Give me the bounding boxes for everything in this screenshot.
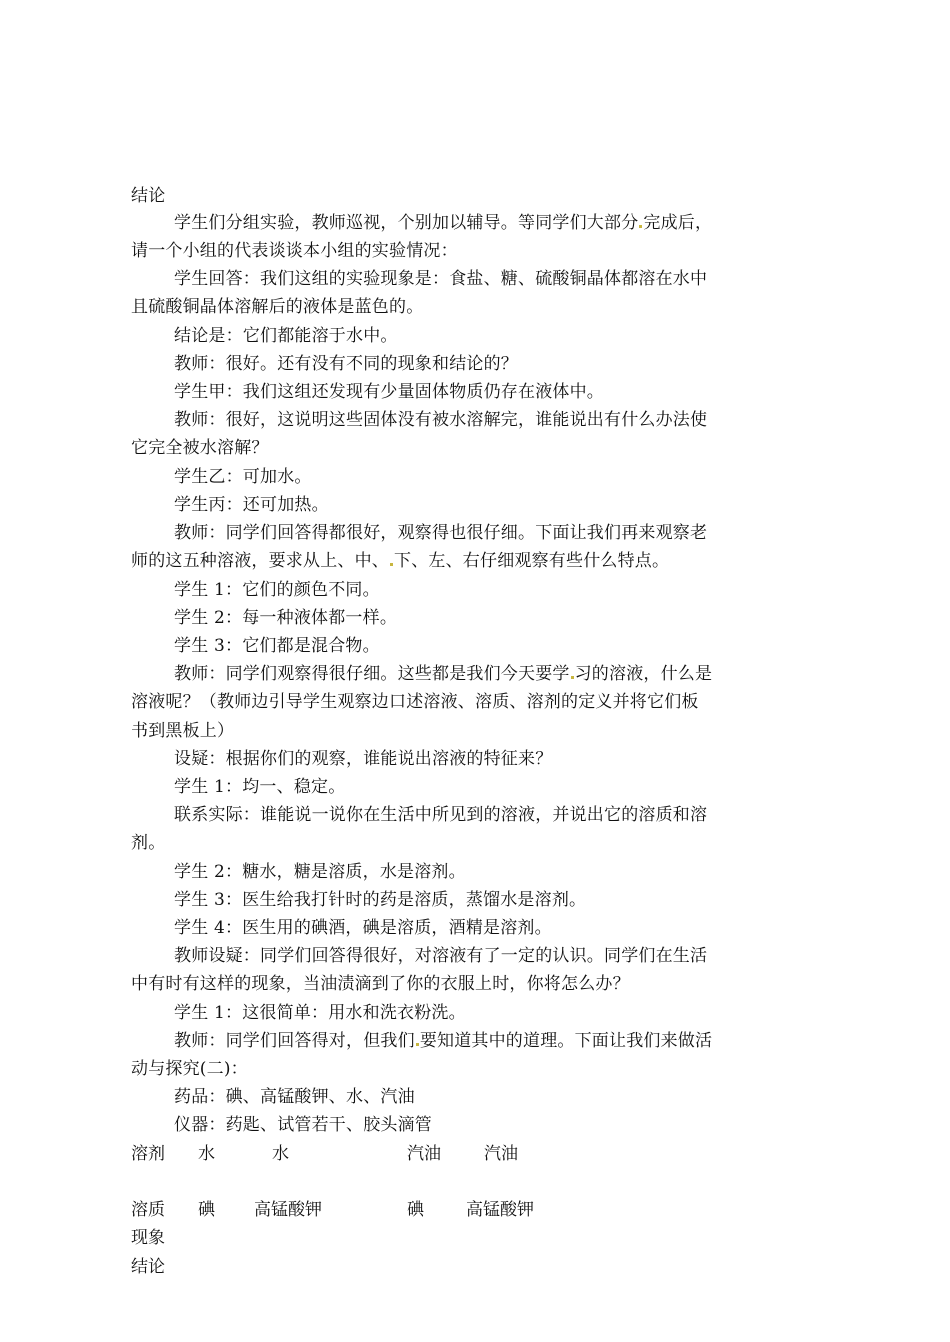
paragraph-line: 它完全被水溶解？ — [131, 438, 269, 458]
paragraph-line: 学生们分组实验，教师巡视，个别加以辅导。等同学们大部分 完成后， — [174, 213, 713, 233]
table-cell: 汽油 — [407, 1144, 441, 1164]
paragraph-line: 教师：很好，这说明这些固体没有被水溶解完，谁能说出有什么办法使 — [174, 410, 708, 430]
table-cell: 高锰酸钾 — [466, 1200, 534, 1220]
paragraph-line: 学生 3：医生给我打针时的药是溶质，蒸馏水是溶剂。 — [174, 890, 587, 910]
paragraph-line: 剂。 — [131, 833, 166, 853]
mark-dot — [639, 225, 642, 228]
table-cell: 水 — [198, 1144, 215, 1164]
row-label-phenomenon: 现象 — [131, 1228, 165, 1248]
table-cell: 高锰酸钾 — [254, 1200, 322, 1220]
paragraph-line: 动与探究(二)： — [131, 1059, 248, 1079]
paragraph-line: 学生 2：每一种液体都一样。 — [174, 608, 398, 628]
paragraph-line: 学生丙：还可加热。 — [174, 495, 329, 515]
row-label-solute: 溶质 — [131, 1200, 165, 1220]
paragraph-line: 仪器：药匙、试管若干、胶头滴管 — [174, 1115, 432, 1135]
paragraph-line: 学生 1：这很简单：用水和洗衣粉洗。 — [174, 1003, 466, 1023]
section-heading-conclusion: 结论 — [131, 186, 166, 206]
paragraph-line: 教师设疑：同学们回答得很好，对溶液有了一定的认识。同学们在生活 — [174, 946, 708, 966]
paragraph-line: 教师：同学们回答得都很好，观察得也很仔细。下面让我们再来观察老 — [174, 523, 708, 543]
table-cell: 碘 — [407, 1200, 424, 1220]
paragraph-line: 教师：同学们观察得很仔细。这些都是我们今天要学 习的溶液，什么是 — [174, 664, 713, 684]
paragraph-line: 教师：同学们回答得对，但我们 要知道其中的道理。下面让我们来做活 — [174, 1031, 713, 1051]
paragraph-line: 中有时有这样的现象，当油渍滴到了你的衣服上时，你将怎么办？ — [131, 974, 630, 994]
mark-dot — [390, 563, 393, 566]
mark-dot — [571, 676, 574, 679]
paragraph-line: 药品：碘、高锰酸钾、水、汽油 — [174, 1087, 415, 1107]
paragraph-line: 学生 4：医生用的碘酒，碘是溶质，酒精是溶剂。 — [174, 918, 552, 938]
paragraph-line: 学生 3：它们都是混合物。 — [174, 636, 380, 656]
table-cell: 汽油 — [484, 1144, 518, 1164]
paragraph-line: 学生乙：可加水。 — [174, 467, 312, 487]
paragraph-line: 设疑：根据你们的观察，谁能说出溶液的特征来？ — [174, 749, 553, 769]
paragraph-line: 书到黑板上） — [131, 721, 235, 741]
row-label-solvent: 溶剂 — [131, 1144, 165, 1164]
paragraph-line: 且硫酸铜晶体溶解后的液体是蓝色的。 — [131, 297, 424, 317]
paragraph-line: 学生 2：糖水，糖是溶质，水是溶剂。 — [174, 862, 466, 882]
paragraph-line: 学生 1：它们的颜色不同。 — [174, 580, 380, 600]
paragraph-line: 教师：很好。还有没有不同的现象和结论的？ — [174, 354, 518, 374]
paragraph-line: 联系实际：谁能说一说你在生活中所见到的溶液，并说出它的溶质和溶 — [174, 805, 708, 825]
paragraph-line: 师的这五种溶液，要求从上、中、 下、左、右仔细观察有些什么特点。 — [131, 551, 670, 571]
paragraph-line: 学生 1：均一、稳定。 — [174, 777, 346, 797]
row-label-conclusion: 结论 — [131, 1257, 165, 1277]
paragraph-line: 学生回答：我们这组的实验现象是：食盐、糖、硫酸铜晶体都溶在水中 — [174, 269, 708, 289]
paragraph-line: 学生甲：我们这组还发现有少量固体物质仍存在液体中。 — [174, 382, 604, 402]
table-cell: 水 — [272, 1144, 289, 1164]
mark-dot — [416, 1043, 419, 1046]
paragraph-line: 结论是：它们都能溶于水中。 — [174, 326, 398, 346]
table-cell: 碘 — [198, 1200, 215, 1220]
paragraph-line: 溶液呢？（教师边引导学生观察边口述溶液、溶质、溶剂的定义并将它们板 — [131, 692, 699, 712]
paragraph-line: 请一个小组的代表谈谈本小组的实验情况： — [131, 241, 458, 261]
